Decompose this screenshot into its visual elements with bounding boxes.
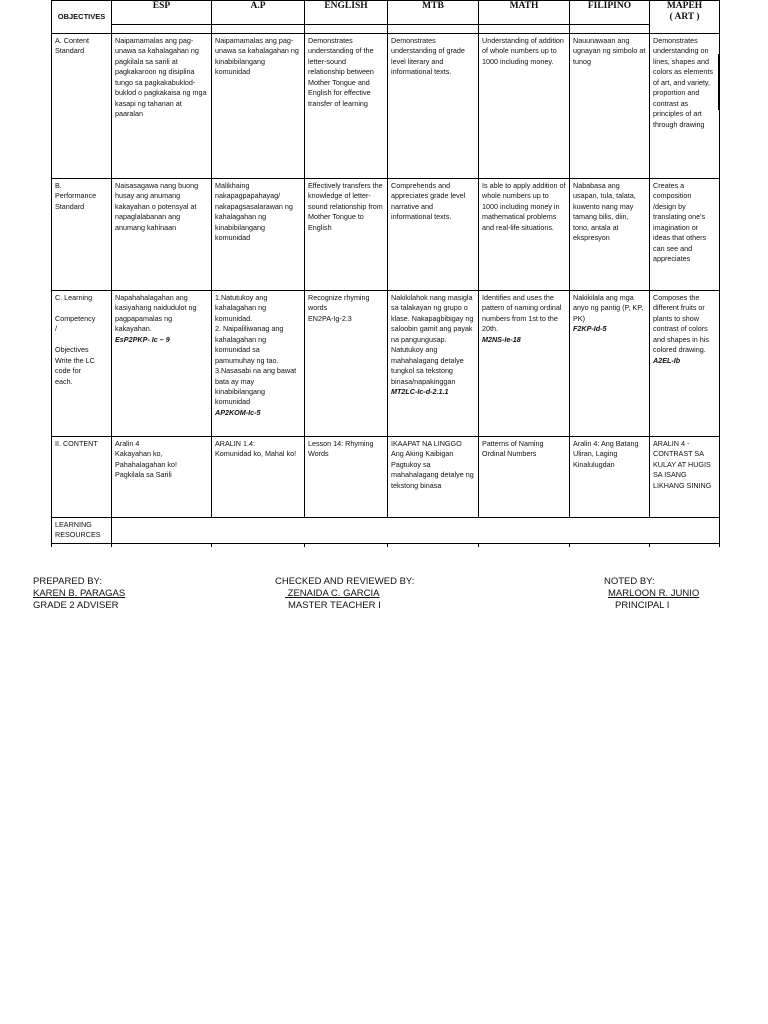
math-header: MATH [479,1,570,25]
objectives-header: OBJECTIVES [52,1,112,34]
performance-standard-label: B. Performance Standard [52,179,112,291]
lc-esp-text: Napahahalagahan ang kasiyahang naidudulot ng pagpapamalas ng kakayahan. [115,293,197,334]
cut-cell [650,543,720,547]
content-standard-math: Understanding of addition of whole numbers up to 1000 including money. [479,34,570,179]
performance-standard-row [52,179,720,291]
lc-ap-text: 1.Natutukoy ang kahalagahan ng komunidad. 2. Naipaliliwanag ang kahalagahan ng komunidad sa pamumuhay ng tao. 3.Nasasabi na ang bawat bata ay may kinabibilangang komunidad [215,293,297,407]
content-mapeh: ARALIN 4 - CONTRAST SA KULAY AT HUGIS SA ISANG LIKHANG SINING [650,437,720,518]
content-label: II. CONTENT [52,437,112,518]
checked-label: CHECKED AND REVIEWED BY: [275,576,415,587]
header-spacer-cell [212,25,305,34]
mtb-header: MTB [388,1,479,25]
lc-mtb-text: Nakikilahok nang masigla sa talakayan ng grupo o klase. Nakapagbibigay ng saloobin gamit ang payak na pangungusap. Natutukoy ang mahahalagang detalye tungkol sa tekstong binasa/napakinggan [391,293,474,386]
content-standard-english: Demonstrates understanding of the letter-sound relationship between Mother Tongue and English for effective transfer of learning [305,34,388,179]
cut-row [52,543,720,547]
performance-standard-esp: Naisasagawa nang buong husay ang anumang kakayahan o potensyal at napaglalabanan ang anumang kahinaan [112,179,212,291]
prepared-by-block [33,576,125,612]
lc-mapeh-text: Composes the different fruits or plants to show contrast of colors and shapes in his colored drawing. [653,293,709,355]
learning-resources-row [52,518,720,544]
performance-standard-ap: Malikhaing nakapagpapahayag/ nakapagsasalarawan ng kahalagahan ng kinabibilangang komunidad [212,179,305,291]
lc-filipino-code: F2KP-Id-5 [573,324,607,334]
header-spacer-cell [388,25,479,34]
ap-header: A.P [212,1,305,25]
noted-by-block [604,576,699,612]
learning-resources-label: LEARNING RESOURCES [52,518,112,544]
noted-label: NOTED BY: [604,576,655,587]
cut-cell [388,543,479,547]
learning-competency-math [479,291,570,437]
filipino-header: FILIPINO [570,1,650,25]
cut-cell [479,543,570,547]
checked-by-block [275,576,414,612]
cut-cell [570,543,650,547]
cut-cell [52,543,112,547]
cut-cell [305,543,388,547]
header-spacer-cell [479,25,570,34]
learning-competency-row [52,291,720,437]
content-standard-label: A. Content Standard [52,34,112,179]
prepared-label: PREPARED BY: [33,576,102,587]
content-standard-mtb: Demonstrates understanding of grade level literary and informational texts. [388,34,479,179]
performance-standard-english: Effectively transfers the knowledge of letter-sound relationship from Mother Tongue to English [305,179,388,291]
content-standard-mapeh: Demonstrates understanding on lines, shapes and colors as elements of art, and variety, proportion and contrast as principles of art through drawing [650,34,720,179]
learning-competency-english [305,291,388,437]
prepared-title: GRADE 2 ADVISER [33,600,119,611]
content-row [52,437,720,518]
lc-mtb-code: MT2LC-Ic-d-2.1.1 [391,386,449,396]
english-header: ENGLISH [305,1,388,25]
learning-competency-mtb [388,291,479,437]
lc-math-text: Identifies and uses the pattern of naming ordinal numbers from 1st to the 20th. [482,293,562,334]
lc-english-text: Recognize rhyming words [308,293,370,313]
learning-competency-filipino [570,291,650,437]
content-esp: Aralin 4 Kakayahan ko, Pahahalagahan ko! Pagkilala sa Sarili [112,437,212,518]
prepared-name: KAREN B. PARAGAS [33,588,126,599]
checked-title: MASTER TEACHER I [288,600,381,611]
learning-competency-mapeh [650,291,720,437]
lc-ap-code: AP2KOM-Ic-5 [215,407,261,417]
content-mtb: IKAAPAT NA LINGGO Ang Aking Kaibigan Pagtukoy sa mahahalagang detalye ng tekstong binasa [388,437,479,518]
noted-title: PRINCIPAL I [615,600,670,611]
header-spacer-cell [305,25,388,34]
header-spacer-row [52,25,720,34]
esp-header: ESP [112,1,212,25]
content-standard-esp: Naipamamalas ang pag-unawa sa kahalagahan ng pagkilala sa sarili at pagkakaroon ng disiplina tungo sa pagkakabuklod-buklod o pagkakaisa ng mga kasapi ng tahanan at paaralan [112,34,212,179]
content-english: Lesson 14: Rhyming Words [305,437,388,518]
content-math: Patterns of Naming Ordinal Numbers [479,437,570,518]
lc-esp-code: EsP2PKP- Ic – 9 [115,334,170,344]
content-standard-ap: Naipamamalas ang pag-unawa sa kahalagahan ng kinabibilangang komunidad [212,34,305,179]
cut-cell [212,543,305,547]
lc-math-code: M2NS-Ie-18 [482,334,521,344]
performance-standard-mtb: Comprehends and appreciates grade level narrative and informational texts. [388,179,479,291]
learning-resources-cell [112,518,720,544]
lc-mapeh-code: A2EL-Ib [653,355,681,365]
learning-competency-esp [112,291,212,437]
header-spacer-cell [570,25,650,34]
header-spacer-cell [112,25,212,34]
noted-name: MARLOON R. JUNIO [608,588,700,599]
lc-english-code: EN2PA-Ig-2.3 [308,313,352,323]
content-standard-filipino: Nauunawaan ang ugnayan ng simbolo at tunog [570,34,650,179]
header-row [52,1,720,25]
learning-competency-label: C. Learning Competency / Objectives Write the LC code for each. [52,291,112,437]
daily-lesson-log-table [51,0,720,547]
performance-standard-filipino: Nababasa ang usapan, tula, talata, kuwento nang may tamang bilis, diin, tono, antala at ekspresyon [570,179,650,291]
cut-cell [112,543,212,547]
content-ap: ARALIN 1.4: Komunidad ko, Mahal ko! [212,437,305,518]
content-filipino: Aralin 4: Ang Batang Uliran, Laging Kinalulugdan [570,437,650,518]
lc-filipino-text: Nakikilala ang mga anyo ng pantig (P, KP, PK) [573,293,644,323]
performance-standard-math: Is able to apply addition of whole numbers up to 1000 including money in mathematical problems and real-life situations. [479,179,570,291]
checked-name: ZENAIDA C. GARCIA [285,588,380,599]
mapeh-header: MAPEH ( ART ) [650,1,720,34]
learning-competency-ap [212,291,305,437]
performance-standard-mapeh: Creates a composition /design by translating one's imagination or ideas that others can see and appreciates [650,179,720,291]
right-margin-bar [718,54,720,110]
content-standard-row [52,34,720,179]
